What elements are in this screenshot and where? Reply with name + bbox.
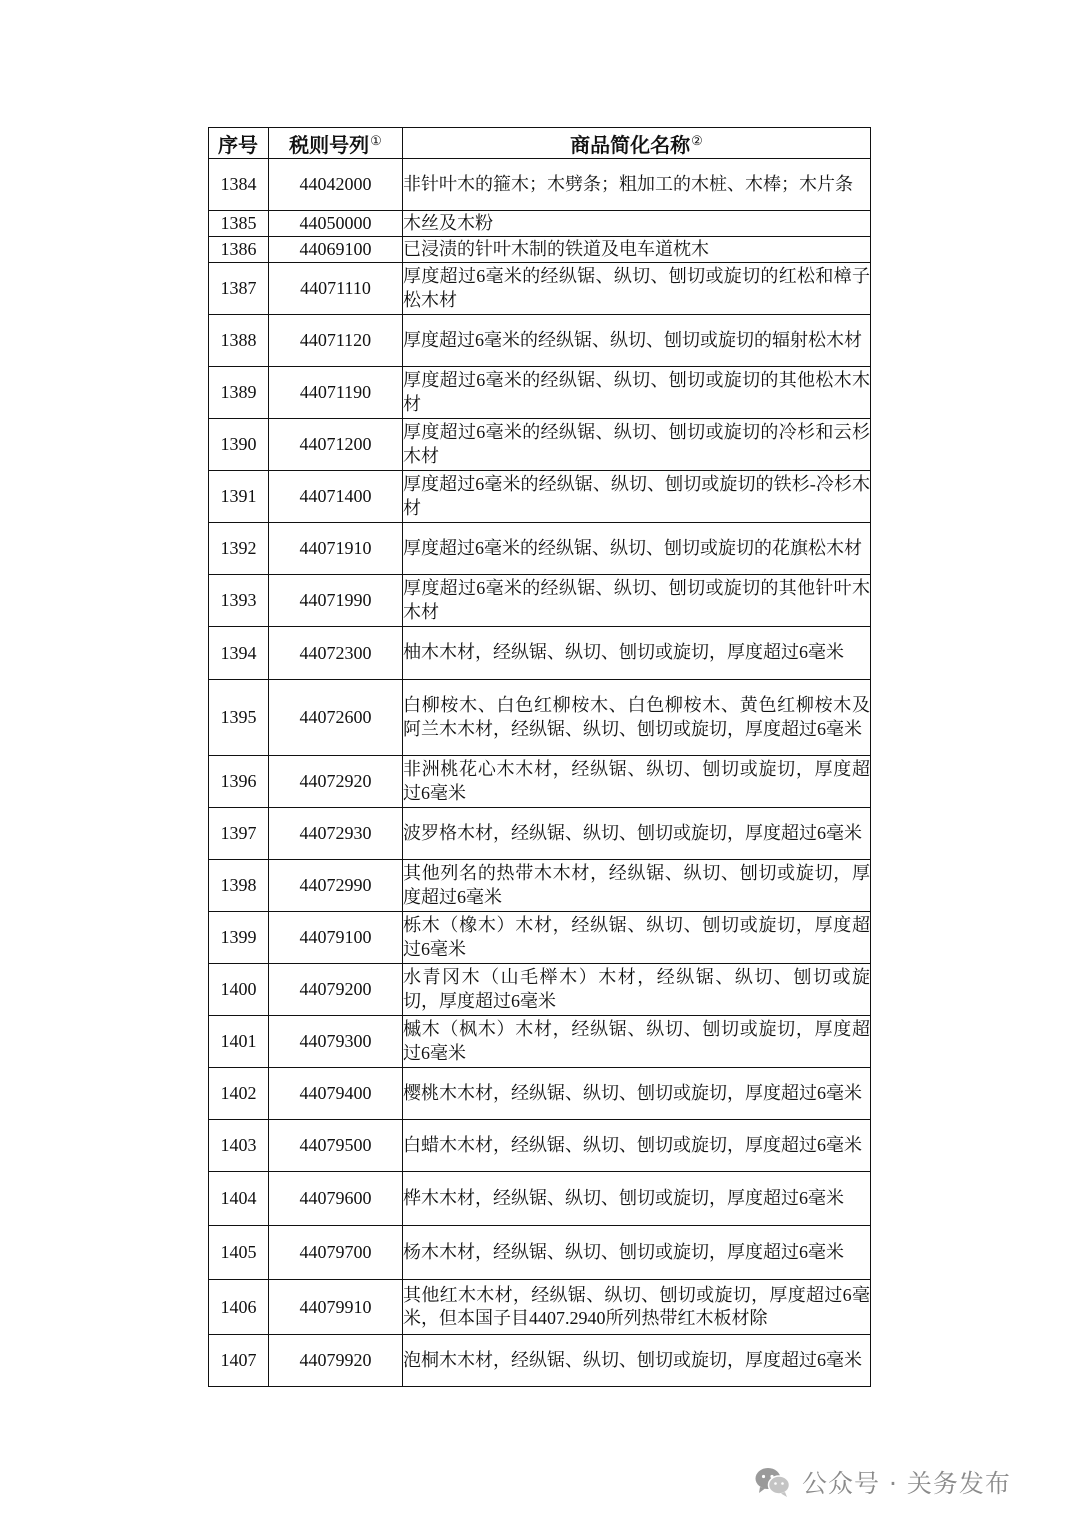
cell-tariff-code: 44071910	[269, 523, 403, 575]
table-row	[209, 367, 871, 419]
cell-tariff-code: 44071110	[269, 263, 403, 315]
cell-tariff-code: 44079100	[269, 912, 403, 964]
cell-seq: 1386	[209, 237, 269, 263]
cell-seq: 1399	[209, 912, 269, 964]
cell-tariff-code: 44071120	[269, 315, 403, 367]
cell-product-name: 杨木木材，经纵锯、纵切、刨切或旋切，厚度超过6毫米	[403, 1226, 871, 1280]
cell-seq: 1394	[209, 627, 269, 680]
cell-product-name: 柚木木材，经纵锯、纵切、刨切或旋切，厚度超过6毫米	[403, 627, 871, 680]
cell-seq: 1387	[209, 263, 269, 315]
table-row	[209, 1335, 871, 1387]
header-tariff-code: 税则号列①	[269, 128, 403, 159]
cell-seq: 1402	[209, 1068, 269, 1120]
cell-tariff-code: 44079700	[269, 1226, 403, 1280]
table-row	[209, 1172, 871, 1226]
cell-product-name: 厚度超过6毫米的经纵锯、纵切、刨切或旋切的其他针叶木木材	[403, 575, 871, 627]
table-row	[209, 211, 871, 237]
cell-product-name: 厚度超过6毫米的经纵锯、纵切、刨切或旋切的花旗松木材	[403, 523, 871, 575]
table-row	[209, 523, 871, 575]
cell-product-name: 厚度超过6毫米的经纵锯、纵切、刨切或旋切的辐射松木材	[403, 315, 871, 367]
cell-product-name: 樱桃木木材，经纵锯、纵切、刨切或旋切，厚度超过6毫米	[403, 1068, 871, 1120]
cell-tariff-code: 44079400	[269, 1068, 403, 1120]
cell-product-name: 厚度超过6毫米的经纵锯、纵切、刨切或旋切的冷杉和云杉木材	[403, 419, 871, 471]
table-row	[209, 237, 871, 263]
cell-tariff-code: 44072920	[269, 756, 403, 808]
cell-seq: 1406	[209, 1280, 269, 1335]
cell-product-name: 木丝及木粉	[403, 211, 871, 237]
cell-product-name: 泡桐木木材，经纵锯、纵切、刨切或旋切，厚度超过6毫米	[403, 1335, 871, 1387]
cell-seq: 1400	[209, 964, 269, 1016]
cell-seq: 1396	[209, 756, 269, 808]
table-row	[209, 627, 871, 680]
cell-product-name: 水青冈木（山毛榉木）木材，经纵锯、纵切、刨切或旋切，厚度超过6毫米	[403, 964, 871, 1016]
table-row	[209, 1120, 871, 1172]
table-row	[209, 263, 871, 315]
cell-seq: 1384	[209, 159, 269, 211]
table-row	[209, 1016, 871, 1068]
cell-tariff-code: 44071400	[269, 471, 403, 523]
cell-tariff-code: 44042000	[269, 159, 403, 211]
table-row	[209, 756, 871, 808]
footnote-1: ①	[370, 132, 382, 148]
watermark-text: 公众号 · 关务发布	[802, 1469, 1011, 1498]
cell-seq: 1395	[209, 680, 269, 756]
cell-seq: 1397	[209, 808, 269, 860]
cell-tariff-code: 44050000	[269, 211, 403, 237]
table-row	[209, 575, 871, 627]
cell-product-name: 非洲桃花心木木材，经纵锯、纵切、刨切或旋切，厚度超过6毫米	[403, 756, 871, 808]
header-row	[209, 128, 871, 159]
cell-product-name: 白柳桉木、白色红柳桉木、白色柳桉木、黄色红柳桉木及阿兰木木材，经纵锯、纵切、刨切或旋切，厚度超过6毫米	[403, 680, 871, 756]
wechat-icon	[754, 1466, 792, 1498]
cell-product-name: 厚度超过6毫米的经纵锯、纵切、刨切或旋切的铁杉-冷杉木材	[403, 471, 871, 523]
cell-product-name: 桦木木材，经纵锯、纵切、刨切或旋切，厚度超过6毫米	[403, 1172, 871, 1226]
cell-tariff-code: 44079200	[269, 964, 403, 1016]
cell-seq: 1401	[209, 1016, 269, 1068]
cell-product-name: 白蜡木木材，经纵锯、纵切、刨切或旋切，厚度超过6毫米	[403, 1120, 871, 1172]
cell-product-name: 非针叶木的箍木；木劈条；粗加工的木桩、木棒；木片条	[403, 159, 871, 211]
cell-tariff-code: 44072300	[269, 627, 403, 680]
cell-seq: 1385	[209, 211, 269, 237]
table-row	[209, 860, 871, 912]
cell-seq: 1404	[209, 1172, 269, 1226]
cell-tariff-code: 44071190	[269, 367, 403, 419]
cell-product-name: 栎木（橡木）木材，经纵锯、纵切、刨切或旋切，厚度超过6毫米	[403, 912, 871, 964]
cell-product-name: 已浸渍的针叶木制的铁道及电车道枕木	[403, 237, 871, 263]
cell-tariff-code: 44069100	[269, 237, 403, 263]
cell-seq: 1393	[209, 575, 269, 627]
cell-product-name: 波罗格木材，经纵锯、纵切、刨切或旋切，厚度超过6毫米	[403, 808, 871, 860]
cell-seq: 1392	[209, 523, 269, 575]
watermark	[754, 1462, 1011, 1502]
cell-seq: 1390	[209, 419, 269, 471]
cell-seq: 1389	[209, 367, 269, 419]
cell-seq: 1388	[209, 315, 269, 367]
cell-seq: 1391	[209, 471, 269, 523]
cell-tariff-code: 44072930	[269, 808, 403, 860]
cell-product-name: 厚度超过6毫米的经纵锯、纵切、刨切或旋切的其他松木木材	[403, 367, 871, 419]
cell-tariff-code: 44079500	[269, 1120, 403, 1172]
table-row	[209, 471, 871, 523]
table-row	[209, 1068, 871, 1120]
table-row	[209, 680, 871, 756]
cell-product-name: 其他红木木材，经纵锯、纵切、刨切或旋切，厚度超过6毫米，但本国子目4407.2940所列热带红木板材除	[403, 1280, 871, 1335]
cell-seq: 1398	[209, 860, 269, 912]
cell-tariff-code: 44079600	[269, 1172, 403, 1226]
cell-seq: 1405	[209, 1226, 269, 1280]
footnote-2: ②	[691, 132, 703, 148]
cell-product-name: 厚度超过6毫米的经纵锯、纵切、刨切或旋切的红松和樟子松木材	[403, 263, 871, 315]
cell-tariff-code: 44071200	[269, 419, 403, 471]
tariff-table	[208, 127, 871, 1387]
cell-seq: 1403	[209, 1120, 269, 1172]
table-row	[209, 419, 871, 471]
table-row	[209, 912, 871, 964]
cell-tariff-code: 44079920	[269, 1335, 403, 1387]
cell-tariff-code: 44079910	[269, 1280, 403, 1335]
table-row	[209, 964, 871, 1016]
table-row	[209, 315, 871, 367]
cell-product-name: 槭木（枫木）木材，经纵锯、纵切、刨切或旋切，厚度超过6毫米	[403, 1016, 871, 1068]
cell-product-name: 其他列名的热带木木材，经纵锯、纵切、刨切或旋切，厚度超过6毫米	[403, 860, 871, 912]
cell-tariff-code: 44071990	[269, 575, 403, 627]
table-row	[209, 1280, 871, 1335]
cell-tariff-code: 44079300	[269, 1016, 403, 1068]
cell-tariff-code: 44072990	[269, 860, 403, 912]
cell-seq: 1407	[209, 1335, 269, 1387]
table-row	[209, 1226, 871, 1280]
table-row	[209, 808, 871, 860]
header-seq: 序号	[209, 128, 269, 159]
header-product-name: 商品简化名称②	[403, 128, 871, 159]
cell-tariff-code: 44072600	[269, 680, 403, 756]
table-row	[209, 159, 871, 211]
